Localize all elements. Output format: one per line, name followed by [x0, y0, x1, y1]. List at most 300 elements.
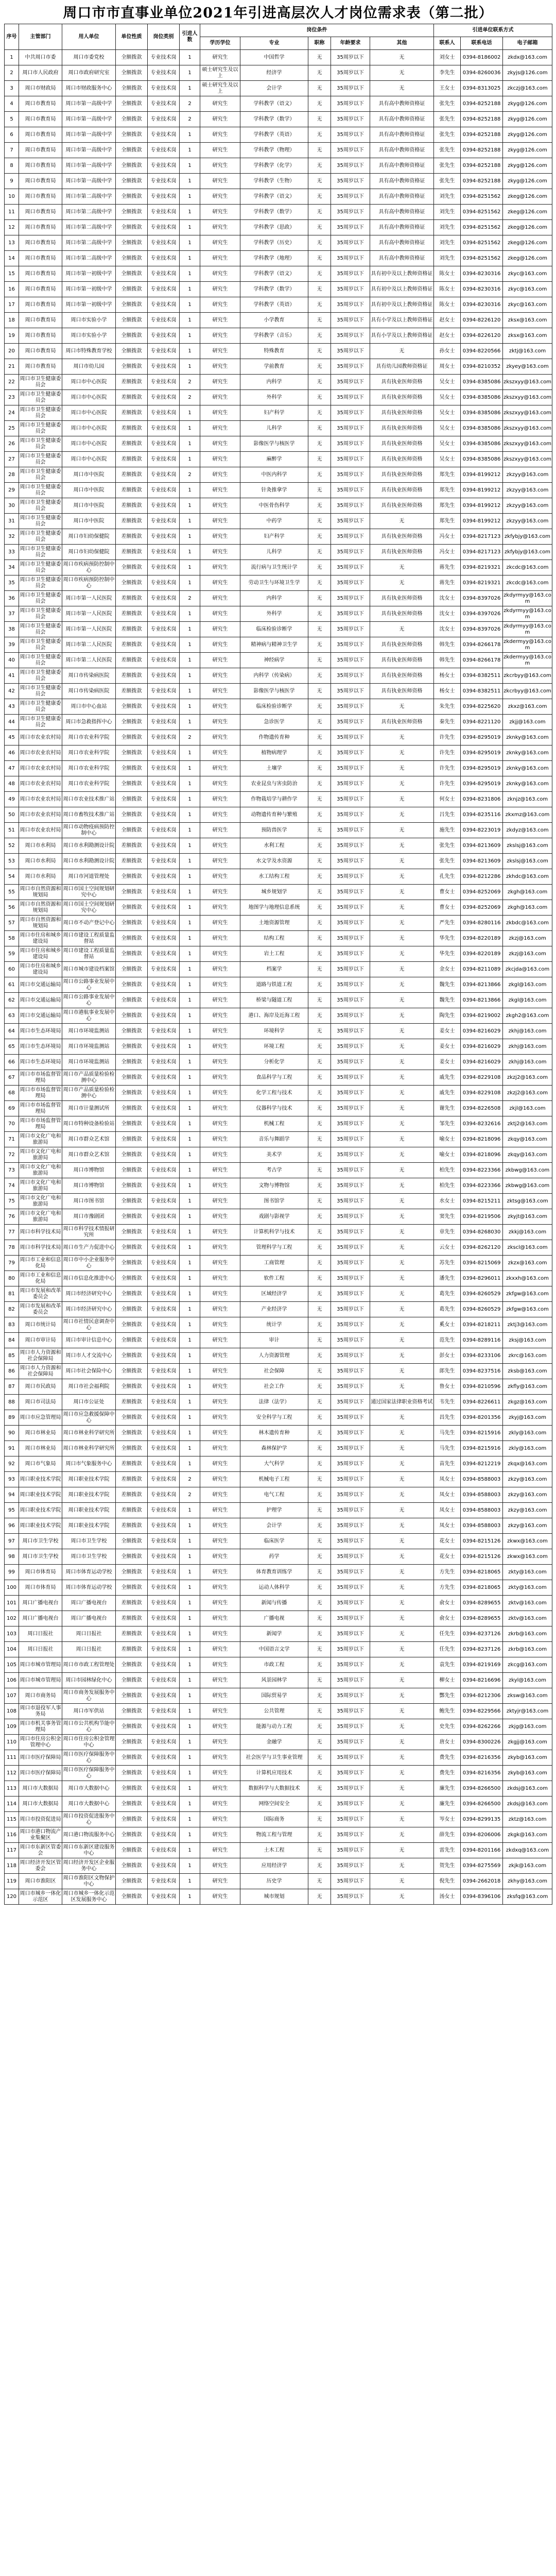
cell-dept: 周口市医疗保障局 [19, 1766, 62, 1781]
cell-post-type: 专业技术岗 [148, 282, 180, 297]
cell-post-type: 专业技术岗 [148, 854, 180, 869]
cell-post-type: 专业技术岗 [148, 359, 180, 375]
cell-email: zkzj@163.com [503, 946, 552, 962]
cell-nature: 全额拨款 [116, 1812, 148, 1827]
cell-phone: 0394-8220566 [461, 344, 503, 359]
cell-title-req: 无 [308, 529, 331, 545]
cell-other: 无 [370, 1240, 434, 1256]
cell-seq: 93 [5, 1472, 19, 1487]
cell-count: 1 [180, 1132, 200, 1147]
cell-degree: 研究生 [200, 143, 240, 158]
cell-other: 无 [370, 1256, 434, 1271]
table-row [5, 1580, 552, 1596]
cell-degree: 研究生 [200, 1410, 240, 1426]
header-row-1 [5, 24, 552, 37]
cell-contact: 张先生 [434, 127, 461, 143]
cell-other: 具有执业医师资格 [370, 436, 434, 452]
cell-title-req: 无 [308, 1147, 331, 1163]
cell-email: zkly@163.com [503, 1441, 552, 1456]
cell-specialty: 音乐与舞蹈学 [240, 1132, 308, 1147]
cell-seq: 50 [5, 807, 19, 823]
cell-degree: 研究生 [200, 297, 240, 313]
table-row [5, 699, 552, 715]
cell-contact: 刘先生 [434, 235, 461, 251]
cell-dept: 周口市体育局 [19, 1580, 62, 1596]
cell-age: 35周岁以下 [331, 792, 370, 807]
cell-phone: 0394-8251562 [461, 235, 503, 251]
cell-title-req: 无 [308, 869, 331, 885]
cell-degree: 研究生 [200, 1256, 240, 1271]
cell-unit: 周口市环境监测站 [62, 1055, 116, 1070]
cell-seq: 53 [5, 854, 19, 869]
cell-specialty: 学科教学（数学） [240, 282, 308, 297]
cell-other: 具有执业医师资格 [370, 375, 434, 390]
cell-unit: 周口市水利勘测设计院 [62, 838, 116, 854]
cell-title-req: 无 [308, 112, 331, 127]
cell-specialty: 社会工作 [240, 1379, 308, 1395]
cell-other: 具有执业医师资格 [370, 591, 434, 606]
cell-degree: 研究生 [200, 344, 240, 359]
cell-dept: 周口市机关事务管理局 [19, 1719, 62, 1735]
cell-nature: 差额拨款 [116, 405, 148, 421]
cell-count: 1 [180, 1456, 200, 1472]
cell-other: 无 [370, 730, 434, 745]
cell-seq: 70 [5, 1116, 19, 1132]
cell-contact: 汤女士 [434, 1889, 461, 1905]
table-row [5, 761, 552, 776]
cell-nature: 全额拨款 [116, 1565, 148, 1580]
cell-post-type: 专业技术岗 [148, 390, 180, 405]
table-row [5, 1364, 552, 1379]
cell-seq: 60 [5, 962, 19, 977]
cell-degree: 研究生 [200, 637, 240, 653]
cell-phone: 0394-8229108 [461, 1086, 503, 1101]
cell-contact: 苗先生 [434, 1456, 461, 1472]
page-title: 周口市市直事业单位2021年引进高层次人才岗位需求表（第二批） [63, 5, 493, 21]
cell-count: 1 [180, 885, 200, 900]
table-row [5, 1302, 552, 1317]
cell-seq: 86 [5, 1364, 19, 1379]
cell-unit: 周口市卫生学校 [62, 1534, 116, 1549]
cell-degree: 研究生 [200, 1472, 240, 1487]
cell-contact: 俞女士 [434, 1611, 461, 1626]
cell-email: zkgh@163.com [503, 885, 552, 900]
cell-degree: 研究生 [200, 1735, 240, 1750]
cell-phone: 0394-8210596 [461, 1379, 503, 1395]
cell-contact: 俞女士 [434, 1596, 461, 1611]
cell-dept: 周口市司法局 [19, 1395, 62, 1410]
cell-nature: 全额拨款 [116, 174, 148, 189]
cell-degree: 研究生 [200, 684, 240, 699]
cell-nature: 差额拨款 [116, 1472, 148, 1487]
table-row [5, 1395, 552, 1410]
cell-seq: 3 [5, 81, 19, 96]
cell-dept: 周口市林业局 [19, 1426, 62, 1441]
cell-unit: 周口日报社 [62, 1626, 116, 1642]
cell-specialty: 戏剧与影视学 [240, 1209, 308, 1225]
cell-title-req: 无 [308, 560, 331, 575]
cell-title-req: 无 [308, 1070, 331, 1086]
cell-age: 35周岁以下 [331, 1858, 370, 1874]
cell-phone: 0394-8251562 [461, 220, 503, 235]
cell-contact: 施先生 [434, 823, 461, 838]
cell-phone: 0394-8226120 [461, 313, 503, 328]
cell-other: 无 [370, 1827, 434, 1843]
cell-other: 无 [370, 1194, 434, 1209]
cell-post-type: 专业技术岗 [148, 699, 180, 715]
cell-other: 无 [370, 1766, 434, 1781]
cell-unit: 周口市中心医院 [62, 421, 116, 436]
cell-email: zkgk@163.com [503, 1827, 552, 1843]
cell-other: 具有高中教师资格证 [370, 251, 434, 266]
cell-specialty: 学科教学（地理） [240, 251, 308, 266]
cell-email: zkdermyy@163.com [503, 653, 552, 668]
cell-unit: 周口市东新区建设服务中心 [62, 1843, 116, 1858]
cell-post-type: 专业技术岗 [148, 50, 180, 65]
cell-age: 35周岁以下 [331, 328, 370, 344]
cell-age: 35周岁以下 [331, 1256, 370, 1271]
cell-age: 35周岁以下 [331, 962, 370, 977]
cell-unit: 周口市博物馆 [62, 1163, 116, 1178]
cell-specialty: 美术学 [240, 1147, 308, 1163]
cell-post-type: 专业技术岗 [148, 251, 180, 266]
table-row [5, 931, 552, 946]
cell-dept: 周口职业技术学院 [19, 1472, 62, 1487]
cell-phone: 0394-8217123 [461, 529, 503, 545]
cell-contact: 姜女士 [434, 1024, 461, 1039]
cell-phone: 0394-8223019 [461, 823, 503, 838]
cell-count: 1 [180, 405, 200, 421]
table-row [5, 575, 552, 591]
header-post-conditions: 岗位条件 [200, 24, 434, 37]
table-row [5, 467, 552, 483]
cell-count: 2 [180, 112, 200, 127]
cell-contact: 吴女士 [434, 375, 461, 390]
cell-post-type: 专业技术岗 [148, 977, 180, 993]
cell-other: 无 [370, 1487, 434, 1503]
cell-email: zktj3@163.com [503, 1317, 552, 1333]
cell-age: 35周岁以下 [331, 1843, 370, 1858]
cell-email: zkzy@163.com [503, 1472, 552, 1487]
cell-contact: 郎先生 [434, 1364, 461, 1379]
cell-specialty: 港口、海岸及近海工程 [240, 1008, 308, 1024]
cell-specialty: 大气科学 [240, 1456, 308, 1472]
cell-phone: 0394-8260036 [461, 65, 503, 81]
cell-email: zkyjt@163.com [503, 1209, 552, 1225]
cell-contact: 郑先生 [434, 483, 461, 498]
cell-nature: 差额拨款 [116, 1503, 148, 1518]
cell-title-req: 无 [308, 344, 331, 359]
cell-degree: 研究生 [200, 1611, 240, 1626]
cell-other: 无 [370, 1008, 434, 1024]
header-post-type: 岗位类别 [148, 24, 180, 50]
cell-unit: 周口市中医院 [62, 467, 116, 483]
cell-nature: 全额拨款 [116, 823, 148, 838]
cell-phone: 0394-8215916 [461, 1426, 503, 1441]
cell-title-req: 无 [308, 1472, 331, 1487]
cell-specialty: 金融学 [240, 1735, 308, 1750]
cell-seq: 42 [5, 684, 19, 699]
cell-nature: 全额拨款 [116, 1534, 148, 1549]
cell-specialty: 社会医学与卫生事业管理 [240, 1750, 308, 1766]
cell-post-type: 专业技术岗 [148, 529, 180, 545]
cell-specialty: 地图学与地理信息系统 [240, 900, 308, 916]
cell-age: 35周岁以下 [331, 96, 370, 112]
cell-nature: 全额拨款 [116, 1827, 148, 1843]
cell-contact: 冯女士 [434, 545, 461, 560]
table-row [5, 606, 552, 622]
cell-unit: 周口市第一高级中学 [62, 158, 116, 174]
cell-email: zksfq@163.com [503, 1889, 552, 1905]
cell-other: 具有高中教师资格证 [370, 174, 434, 189]
cell-age: 35周岁以下 [331, 1456, 370, 1472]
table-row [5, 1178, 552, 1194]
cell-specialty: 审计 [240, 1333, 308, 1348]
cell-post-type: 专业技术岗 [148, 1812, 180, 1827]
cell-count: 1 [180, 251, 200, 266]
cell-post-type: 专业技术岗 [148, 684, 180, 699]
header-degree: 学历学位 [200, 37, 240, 50]
cell-degree: 研究生 [200, 205, 240, 220]
cell-contact: 鲁女士 [434, 1379, 461, 1395]
cell-email: zkqx@163.com [503, 1456, 552, 1472]
cell-degree: 研究生 [200, 174, 240, 189]
cell-dept: 周口市卫生健康委员会 [19, 699, 62, 715]
cell-unit: 周口市城市建设档案馆 [62, 962, 116, 977]
cell-dept: 周口市科学技术局 [19, 1240, 62, 1256]
cell-other: 无 [370, 1549, 434, 1565]
cell-seq: 22 [5, 375, 19, 390]
cell-seq: 92 [5, 1456, 19, 1472]
cell-contact: 朱先生 [434, 699, 461, 715]
cell-specialty: 应用经济学 [240, 1858, 308, 1874]
cell-nature: 全额拨款 [116, 1580, 148, 1596]
cell-email: zkjj@163.com [503, 715, 552, 730]
cell-specialty: 计算机应用技术 [240, 1766, 308, 1781]
cell-phone: 0394-8296011 [461, 1271, 503, 1286]
cell-seq: 59 [5, 946, 19, 962]
cell-post-type: 专业技术岗 [148, 375, 180, 390]
cell-specialty: 学科教学（语文） [240, 266, 308, 282]
cell-unit: 周口市第二高级中学 [62, 220, 116, 235]
cell-contact: 昌先生 [434, 1410, 461, 1426]
cell-unit: 周口市第一高级中学 [62, 127, 116, 143]
cell-title-req: 无 [308, 1008, 331, 1024]
cell-dept: 周口日报社 [19, 1626, 62, 1642]
cell-seq: 11 [5, 205, 19, 220]
cell-degree: 研究生 [200, 946, 240, 962]
cell-phone: 0394-8199212 [461, 483, 503, 498]
cell-nature: 全额拨款 [116, 1858, 148, 1874]
table-row [5, 1565, 552, 1580]
cell-phone: 0394-8216356 [461, 1766, 503, 1781]
cell-other: 具有执业医师资格 [370, 637, 434, 653]
cell-seq: 77 [5, 1225, 19, 1240]
cell-phone: 0394-8275569 [461, 1858, 503, 1874]
cell-other: 具有高中教师资格证 [370, 143, 434, 158]
cell-email: zkhj@163.com [503, 1055, 552, 1070]
cell-title-req: 无 [308, 885, 331, 900]
table-row [5, 946, 552, 962]
cell-title-req: 无 [308, 467, 331, 483]
cell-other: 具有高中教师资格证 [370, 96, 434, 112]
cell-email: zkfgw@163.com [503, 1286, 552, 1302]
cell-count: 1 [180, 452, 200, 467]
cell-phone: 0394-8218096 [461, 1132, 503, 1147]
cell-dept: 周口市城市管理局 [19, 1657, 62, 1673]
cell-title-req: 无 [308, 205, 331, 220]
table-row [5, 684, 552, 699]
cell-specialty: 作物栽培学与耕作学 [240, 792, 308, 807]
cell-nature: 差额拨款 [116, 390, 148, 405]
cell-count: 1 [180, 1704, 200, 1719]
table-body [5, 50, 552, 1905]
cell-post-type: 专业技术岗 [148, 1549, 180, 1565]
cell-other: 无 [370, 977, 434, 993]
cell-phone: 0394-8397026 [461, 606, 503, 622]
cell-unit: 周口市动物疫病预防控制中心 [62, 823, 116, 838]
cell-post-type: 专业技术岗 [148, 452, 180, 467]
cell-post-type: 专业技术岗 [148, 297, 180, 313]
cell-age: 35周岁以下 [331, 977, 370, 993]
cell-seq: 114 [5, 1797, 19, 1812]
cell-title-req: 无 [308, 436, 331, 452]
cell-nature: 差额拨款 [116, 684, 148, 699]
cell-unit: 周口市审计信息中心 [62, 1333, 116, 1348]
cell-email: zkzyy@163.com [503, 514, 552, 529]
cell-post-type: 专业技术岗 [148, 1797, 180, 1812]
cell-contact: 姜女士 [434, 1055, 461, 1070]
cell-title-req: 无 [308, 498, 331, 514]
cell-count: 1 [180, 1225, 200, 1240]
cell-nature: 全额拨款 [116, 792, 148, 807]
cell-contact: 魏先生 [434, 993, 461, 1008]
cell-degree: 研究生 [200, 529, 240, 545]
cell-title-req: 无 [308, 81, 331, 96]
cell-nature: 全额拨款 [116, 946, 148, 962]
cell-unit: 周口市农业科学院 [62, 745, 116, 761]
cell-age: 35周岁以下 [331, 1317, 370, 1333]
cell-age: 35周岁以下 [331, 266, 370, 282]
cell-age: 35周岁以下 [331, 1070, 370, 1086]
cell-degree: 研究生 [200, 1750, 240, 1766]
cell-age: 35周岁以下 [331, 1008, 370, 1024]
cell-specialty: 体育教育训练学 [240, 1565, 308, 1580]
cell-degree: 研究生 [200, 823, 240, 838]
cell-unit: 周口市公共机构节能中心 [62, 1719, 116, 1735]
cell-unit: 周口市中心医院 [62, 390, 116, 405]
cell-other: 无 [370, 1611, 434, 1626]
cell-unit: 周口市不动产登记中心 [62, 916, 116, 931]
cell-degree: 研究生 [200, 776, 240, 792]
cell-post-type: 专业技术岗 [148, 436, 180, 452]
table-row [5, 838, 552, 854]
cell-age: 35周岁以下 [331, 1348, 370, 1364]
cell-other: 无 [370, 1410, 434, 1426]
cell-degree: 研究生 [200, 1704, 240, 1719]
cell-unit: 周口经济开发区企业服务中心 [62, 1858, 116, 1874]
cell-contact: 曹女士 [434, 900, 461, 916]
cell-email: zkzyy@163.com [503, 483, 552, 498]
cell-title-req: 无 [308, 916, 331, 931]
cell-contact: 刘先生 [434, 220, 461, 235]
table-row [5, 1070, 552, 1086]
cell-dept: 周口市卫生健康委员会 [19, 375, 62, 390]
cell-dept: 周口市人民政府 [19, 65, 62, 81]
cell-contact: 沈女士 [434, 591, 461, 606]
cell-phone: 0394-8251562 [461, 251, 503, 266]
cell-unit: 周口市传染病医院 [62, 684, 116, 699]
cell-post-type: 专业技术岗 [148, 1657, 180, 1673]
cell-unit: 周口市公证处 [62, 1395, 116, 1410]
table-row [5, 668, 552, 684]
cell-age: 35周岁以下 [331, 390, 370, 405]
cell-count: 1 [180, 1766, 200, 1781]
cell-specialty: 会计学 [240, 1518, 308, 1534]
table-row [5, 1487, 552, 1503]
cell-title-req: 无 [308, 359, 331, 375]
cell-phone: 0394-8397026 [461, 591, 503, 606]
cell-degree: 研究生 [200, 436, 240, 452]
cell-count: 1 [180, 1611, 200, 1626]
cell-nature: 全额拨款 [116, 1673, 148, 1688]
cell-contact: 张先生 [434, 112, 461, 127]
cell-count: 1 [180, 900, 200, 916]
cell-email: zkzx@163.com [503, 1256, 552, 1271]
cell-specialty: 针灸推拿学 [240, 483, 308, 498]
cell-seq: 112 [5, 1766, 19, 1781]
table-row [5, 189, 552, 205]
cell-post-type: 专业技术岗 [148, 715, 180, 730]
cell-phone: 0394-8237126 [461, 1626, 503, 1642]
cell-nature: 差额拨款 [116, 1456, 148, 1472]
cell-unit: 周口市农业科学院 [62, 761, 116, 776]
cell-title-req: 无 [308, 1441, 331, 1456]
cell-contact: 薛先生 [434, 1827, 461, 1843]
cell-unit: 周口市急救指挥中心 [62, 715, 116, 730]
cell-contact: 倪先生 [434, 1874, 461, 1889]
cell-other: 具有执业医师资格 [370, 390, 434, 405]
table-row [5, 1611, 552, 1626]
cell-count: 1 [180, 1503, 200, 1518]
cell-post-type: 专业技术岗 [148, 916, 180, 931]
cell-dept: 周口市体育局 [19, 1565, 62, 1580]
cell-seq: 69 [5, 1101, 19, 1116]
cell-seq: 82 [5, 1302, 19, 1317]
cell-nature: 全额拨款 [116, 1132, 148, 1147]
cell-count: 1 [180, 1858, 200, 1874]
cell-dept: 周口市气象局 [19, 1456, 62, 1472]
cell-phone: 0394-8252188 [461, 158, 503, 174]
table-row [5, 235, 552, 251]
cell-post-type: 专业技术岗 [148, 668, 180, 684]
cell-email: zkly@163.com [503, 1426, 552, 1441]
cell-seq: 40 [5, 653, 19, 668]
cell-title-req: 无 [308, 65, 331, 81]
cell-nature: 差额拨款 [116, 452, 148, 467]
cell-phone: 0394-8385086 [461, 421, 503, 436]
cell-unit: 周口市建设工程质量监督站 [62, 931, 116, 946]
cell-count: 1 [180, 637, 200, 653]
cell-other: 具有高中教师资格证 [370, 189, 434, 205]
cell-nature: 全额拨款 [116, 189, 148, 205]
cell-age: 35周岁以下 [331, 1286, 370, 1302]
cell-seq: 62 [5, 993, 19, 1008]
cell-seq: 31 [5, 514, 19, 529]
cell-post-type: 专业技术岗 [148, 545, 180, 560]
cell-phone: 0394-8219321 [461, 575, 503, 591]
cell-dept: 周口市教育局 [19, 313, 62, 328]
